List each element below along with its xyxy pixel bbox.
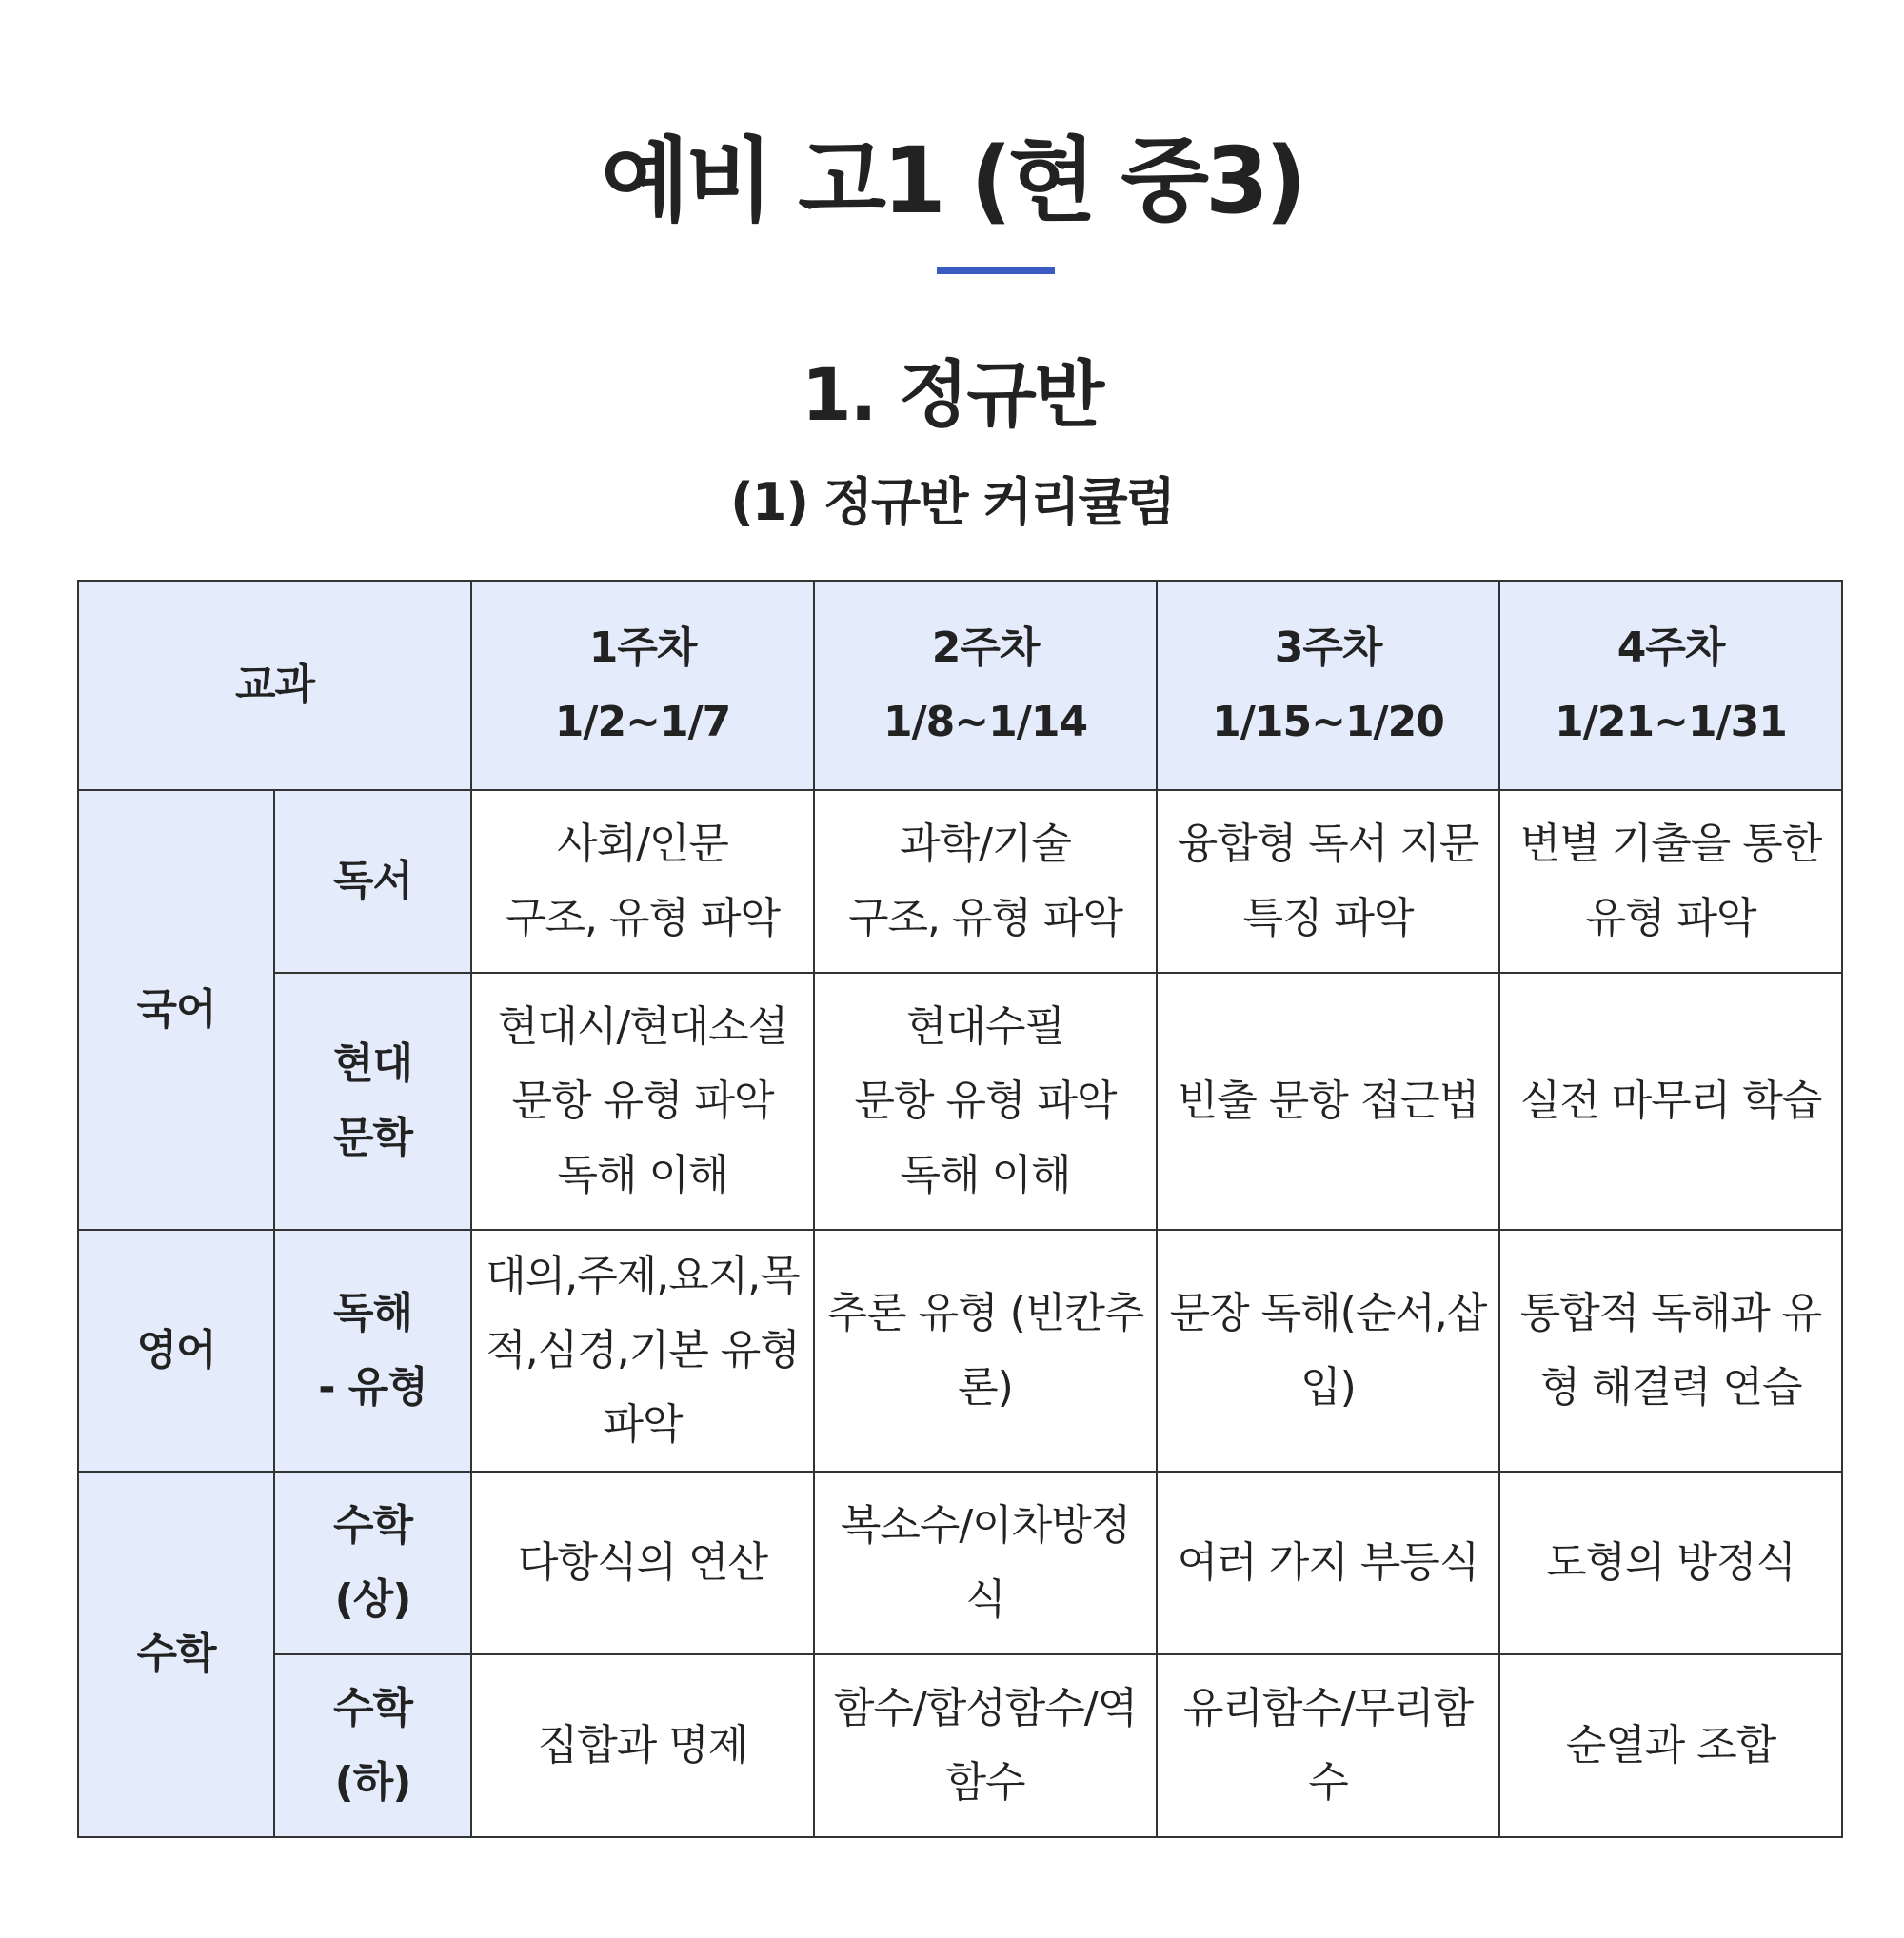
cell-text-line: 문항 유형 파악 [854, 1077, 1117, 1125]
table-cell [1499, 1654, 1842, 1837]
cell-text-line: 입) [1300, 1363, 1356, 1412]
cell-text-line: 형 해결력 연습 [1539, 1363, 1802, 1412]
subject-english: 영어 [78, 1230, 274, 1472]
table-cell [1499, 790, 1842, 973]
cell-text-line: 융합형 독서 지문 [1177, 820, 1479, 868]
week-dates: 1/15~1/20 [1212, 698, 1444, 746]
table-cell [471, 1472, 814, 1654]
table-row-math-upper [78, 1472, 1842, 1654]
table-cell [1157, 973, 1499, 1230]
header-week-3 [1157, 581, 1499, 790]
cell-text-line: 적,심경,기본 유형 [486, 1326, 800, 1374]
subcategory-math-lower [274, 1654, 471, 1837]
table-row-korean-literature [78, 973, 1842, 1230]
table-cell [1499, 973, 1842, 1230]
cell-text-line: 문항 유형 파악 [511, 1077, 774, 1125]
cell-text-line: 문장 독해(순서,삽 [1169, 1289, 1487, 1337]
table-cell [471, 1654, 814, 1837]
table-cell [1157, 1472, 1499, 1654]
section-heading: 1. 정규반 [801, 352, 1103, 437]
cell-text-line: 통합적 독해과 유 [1519, 1289, 1822, 1337]
cell-text-line: (하) [334, 1758, 411, 1807]
cell-text-line: 수 [1308, 1758, 1348, 1807]
subcategory-reading: 독서 [274, 790, 471, 973]
cell-text-line: 실전 마무리 학습 [1519, 1077, 1822, 1125]
cell-text-line: 유형 파악 [1585, 894, 1756, 942]
table-cell [814, 1472, 1157, 1654]
week-dates: 1/2~1/7 [554, 698, 731, 746]
cell-text-line: 현대시/현대소설 [497, 1002, 788, 1051]
cell-text-line: - 유형 [318, 1363, 427, 1412]
header-subject: 교과 [78, 581, 471, 790]
subject-math: 수학 [78, 1472, 274, 1837]
cell-text-line: 도형의 방정식 [1546, 1538, 1796, 1587]
week-dates: 1/21~1/31 [1555, 698, 1787, 746]
cell-text-line: 빈출 문항 접근법 [1177, 1077, 1479, 1125]
table-cell [1157, 790, 1499, 973]
header-week-1 [471, 581, 814, 790]
table-cell [814, 1654, 1157, 1837]
cell-text-line: 대의,주제,요지,목 [486, 1252, 800, 1300]
cell-text-line: 함수/합성함수/역 [833, 1684, 1138, 1732]
table-cell [814, 790, 1157, 973]
week-label: 1주차 [588, 623, 697, 672]
week-label: 2주차 [931, 623, 1040, 672]
header-week-2 [814, 581, 1157, 790]
cell-text-line: 다항식의 연산 [518, 1538, 768, 1587]
table-header-row [78, 581, 1842, 790]
cell-text-line: 함수 [945, 1758, 1025, 1807]
cell-text-line: 식 [965, 1575, 1005, 1624]
table-cell [814, 1230, 1157, 1472]
cell-text-line: 집합과 명제 [537, 1721, 748, 1770]
table-cell [1157, 1230, 1499, 1472]
table-row-korean-reading [78, 790, 1842, 973]
table-cell [1499, 1472, 1842, 1654]
table-cell [471, 973, 814, 1230]
subcategory-modern-literature [274, 973, 471, 1230]
cell-text-line: 순열과 조합 [1565, 1721, 1776, 1770]
cell-text-line: 복소수/이차방정 [840, 1501, 1131, 1550]
cell-text-line: 구조, 유형 파악 [506, 894, 780, 942]
subject-korean: 국어 [78, 790, 274, 1230]
cell-text-line: 독해 이해 [900, 1151, 1071, 1199]
cell-text-line: 사회/인문 [557, 820, 728, 868]
cell-text-line: 구조, 유형 파악 [848, 894, 1122, 942]
cell-text-line: 파악 [603, 1400, 683, 1449]
cell-text-line: 현대수필 [906, 1002, 1065, 1051]
table-row-english-reading [78, 1230, 1842, 1472]
cell-text-line: 독해 이해 [557, 1151, 728, 1199]
table-cell [471, 790, 814, 973]
curriculum-table [77, 580, 1843, 1838]
week-dates: 1/8~1/14 [883, 698, 1088, 746]
table-cell [1157, 1654, 1499, 1837]
cell-text-line: 수학 [333, 1501, 413, 1550]
subsection-heading: (1) 정규반 커리큘럼 [730, 472, 1174, 532]
cell-text-line: 독해 [333, 1289, 413, 1337]
table-row-math-lower [78, 1654, 1842, 1837]
cell-text-line: 여러 가지 부등식 [1177, 1538, 1479, 1587]
week-label: 3주차 [1274, 623, 1382, 672]
table-cell [1499, 1230, 1842, 1472]
cell-text-line: 추론 유형 (빈칸추 [826, 1289, 1144, 1337]
title-underline [937, 267, 1055, 274]
cell-text-line: 유리함수/무리함 [1182, 1684, 1474, 1732]
cell-text-line: 론) [958, 1363, 1013, 1412]
subcategory-math-upper [274, 1472, 471, 1654]
cell-text-line: 변별 기출을 통한 [1519, 820, 1822, 868]
cell-text-line: 특징 파악 [1242, 894, 1414, 942]
cell-text-line: 수학 [333, 1684, 413, 1732]
subcategory-reading-types [274, 1230, 471, 1472]
page-title: 예비 고1 (현 중3) [601, 128, 1303, 234]
cell-text-line: 현대 [333, 1039, 413, 1088]
cell-text-line: 문학 [333, 1114, 413, 1162]
cell-text-line: (상) [334, 1575, 411, 1624]
header-week-4 [1499, 581, 1842, 790]
cell-text-line: 과학/기술 [900, 820, 1071, 868]
table-cell [814, 973, 1157, 1230]
week-label: 4주차 [1616, 623, 1725, 672]
table-cell [471, 1230, 814, 1472]
